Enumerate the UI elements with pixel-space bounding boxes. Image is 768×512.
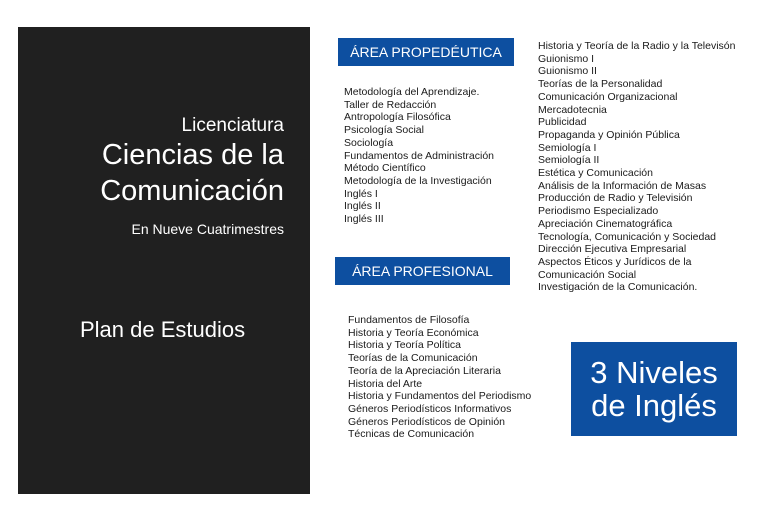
course-item: Fundamentos de Administración bbox=[344, 149, 494, 162]
course-item: Metodología de la Investigación bbox=[344, 174, 492, 187]
course-item: Teoría de la Apreciación Literaria bbox=[348, 364, 501, 377]
degree-kicker: Licenciatura bbox=[181, 115, 284, 136]
course-item: Taller de Redacción bbox=[344, 98, 437, 111]
course-item: Semiología II bbox=[538, 154, 600, 167]
course-item: Guionismo II bbox=[538, 65, 597, 78]
english-levels-line-1: 3 Niveles bbox=[590, 355, 718, 390]
course-list-propedeutica bbox=[344, 86, 494, 226]
course-item: Historia del Arte bbox=[348, 377, 423, 390]
course-item: Semiología I bbox=[538, 141, 597, 154]
course-item: Guionismo I bbox=[538, 52, 595, 65]
course-list-profesional bbox=[348, 314, 531, 441]
course-item: Géneros Periodísticos Informativos bbox=[348, 402, 512, 415]
course-item: Fundamentos de Filosofía bbox=[348, 314, 470, 326]
course-list-right-column bbox=[538, 40, 735, 294]
course-item: Psicología Social bbox=[344, 124, 424, 137]
course-item: Estética y Comunicación bbox=[538, 167, 653, 180]
section-badge-profesional: ÁREA PROFESIONAL bbox=[335, 257, 510, 285]
course-item: Comunicación Social bbox=[538, 268, 637, 281]
course-item: Periodismo Especializado bbox=[538, 205, 659, 218]
course-item: Metodología del Aprendizaje. bbox=[344, 86, 480, 98]
course-item: Historia y Teoría Económica bbox=[348, 326, 479, 339]
course-item: Publicidad bbox=[538, 116, 587, 129]
course-item: Análisis de la Información de Masas bbox=[538, 179, 707, 192]
english-levels-line-2: de Inglés bbox=[591, 388, 717, 423]
course-item: Mercadotecnia bbox=[538, 103, 607, 116]
duration-subtitle: En Nueve Cuatrimestres bbox=[131, 221, 284, 237]
course-item: Teorías de la Personalidad bbox=[538, 78, 663, 91]
course-item: Dirección Ejecutiva Empresarial bbox=[538, 243, 687, 256]
course-item: Sociología bbox=[344, 136, 394, 149]
course-item: Investigación de la Comunicación. bbox=[538, 281, 698, 294]
degree-title-line-2: Comunicación bbox=[100, 175, 284, 207]
section-badge-propedeutica: ÁREA PROPEDÉUTICA bbox=[338, 38, 514, 66]
course-item: Propaganda y Opinión Pública bbox=[538, 128, 680, 141]
course-item: Historia y Fundamentos del Periodismo bbox=[348, 390, 532, 403]
degree-title-line-1: Ciencias de la bbox=[101, 139, 284, 171]
course-item: Aspectos Éticos y Jurídicos de la bbox=[538, 255, 692, 268]
course-item: Inglés III bbox=[344, 213, 384, 226]
english-levels-callout bbox=[571, 342, 737, 436]
course-item: Producción de Radio y Televisión bbox=[538, 192, 693, 205]
course-item: Comunicación Organizacional bbox=[538, 90, 678, 103]
course-item: Técnicas de Comunicación bbox=[348, 428, 475, 441]
title-panel bbox=[18, 27, 310, 494]
course-item: Géneros Periodísticos de Opinión bbox=[348, 415, 506, 428]
course-item: Tecnología, Comunicación y Sociedad bbox=[538, 230, 717, 243]
course-item: Antropología Filosófica bbox=[344, 111, 451, 124]
course-item: Historia y Teoría Política bbox=[348, 339, 462, 352]
course-item: Inglés I bbox=[344, 187, 378, 200]
course-item: Método Científico bbox=[344, 162, 426, 175]
plan-heading: Plan de Estudios bbox=[80, 317, 246, 342]
course-item: Historia y Teoría de la Radio y la Televisón bbox=[538, 40, 736, 52]
course-item: Teorías de la Comunicación bbox=[348, 352, 478, 365]
course-item: Apreciación Cinematográfica bbox=[538, 217, 673, 230]
course-item: Inglés II bbox=[344, 200, 381, 213]
